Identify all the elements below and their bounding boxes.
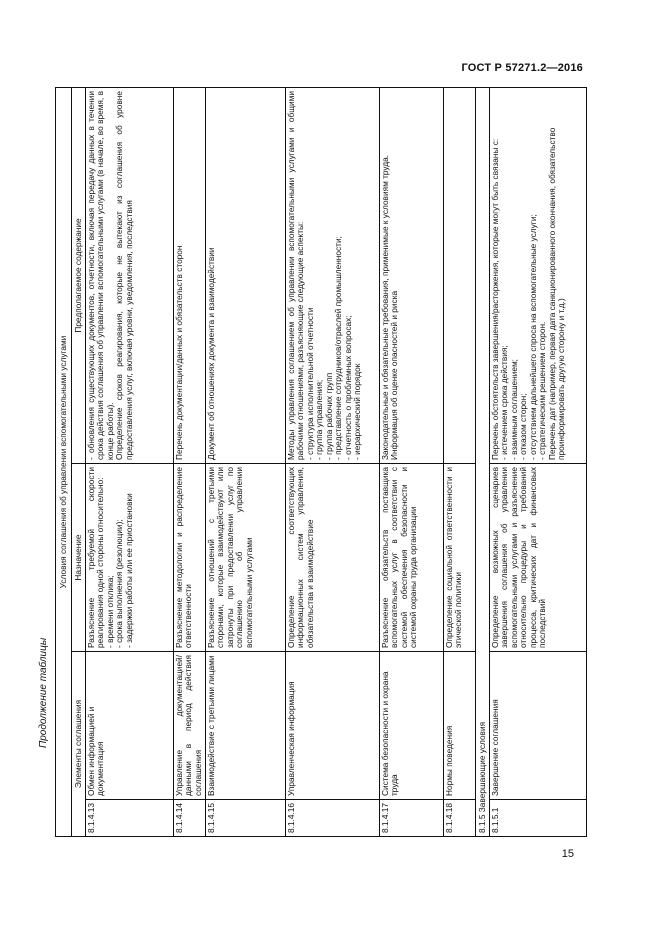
- row-code: 8.1.4.18: [444, 800, 476, 837]
- row-element: Обмен информацией и документация: [86, 652, 174, 800]
- table-group-header: Условия соглашения об управлении вспомогательными услугами: [56, 88, 72, 837]
- content-text: Методы управления соглашением об управлении вспомогательными услугами и общими рабочими отношениями, разъясняющие следующие аспекты:: [286, 91, 306, 460]
- row-element: Управленческая информация: [286, 652, 380, 800]
- purpose-text: Разъяснение требуемой скорости реагирования одной стороны относительно:: [86, 467, 106, 648]
- row-code: 8.1.4.17: [380, 800, 444, 837]
- content-list: [87, 91, 115, 460]
- row-element: Нормы поведения: [444, 652, 476, 800]
- list-item: - структура исполнительной отчетности: [306, 91, 315, 460]
- row-purpose: Разъяснение методологии и распределение ответственности: [174, 464, 206, 652]
- list-item: - истечением срока действия;: [500, 91, 509, 460]
- content-list: [306, 91, 363, 460]
- rotated-table-frame: [55, 88, 586, 837]
- content-list: [500, 91, 547, 460]
- row-content: [444, 88, 476, 464]
- section-row: [476, 88, 490, 837]
- row-purpose: Разъяснение отношений с третьими сторонами, которые взаимодействуют или затронуты при предоставлении услуг по соглашению об управлении вспомогательными услугами: [206, 464, 286, 652]
- column-header-content: Предполагаемое содержание: [72, 88, 86, 464]
- content-text-2: Информация об оценке опасностей и риска: [389, 290, 400, 460]
- row-code: 8.1.4.14: [174, 800, 206, 837]
- row-element: Завершение соглашения: [490, 652, 587, 800]
- list-item: - представление сотрудников/отраслей промышленности;: [334, 91, 343, 460]
- list-item: - отсутствием дальнейшего спроса на вспомогательные услуги;: [529, 91, 538, 460]
- row-content: [490, 88, 587, 464]
- table-row: [490, 88, 587, 837]
- standard-header: ГОСТ Р 57271.2—2016: [461, 62, 583, 74]
- list-item: - отказом сторон;: [519, 91, 528, 460]
- table-row: [444, 88, 476, 837]
- row-purpose: Разъяснение обязательств поставщика вспомогательных услуг в соответствии с системой обеспечения безопасности и системой охраны труда организации: [380, 464, 444, 652]
- table-row: [174, 88, 206, 837]
- row-purpose: [86, 464, 174, 652]
- column-header-purpose: Назначение: [72, 464, 86, 652]
- list-item: - отчетность о проблемных вопросах;: [344, 91, 353, 460]
- table-continuation-label: Продолжение таблицы: [38, 637, 49, 748]
- list-item: - задержки работы или ее приостановки: [125, 467, 134, 648]
- list-item: - стратегическим решением сторон.: [538, 91, 547, 460]
- section-title: 8.1.5 Завершающие условия: [476, 88, 490, 837]
- column-header-elements: Элементы соглашения: [72, 652, 86, 837]
- table-row: [380, 88, 444, 837]
- list-item: - срока выполнения (резолюции);: [115, 467, 124, 648]
- row-content: [86, 88, 174, 464]
- list-item: - взаимным соглашением;: [510, 91, 519, 460]
- row-content: Документ об отношениях документа и взаимодействии: [206, 88, 286, 464]
- list-item: - обновления существующих документов, отчетности, включая передачу данных в течении срока действия соглашения об управлении вспомогательными услугами (в начале, во время, в конце работы).: [87, 91, 115, 460]
- table-row: [206, 88, 286, 837]
- table-rotator: [55, 88, 586, 837]
- row-content: [286, 88, 380, 464]
- list-item: - времени отклика;: [106, 467, 115, 648]
- row-code: 8.1.5.1: [490, 800, 587, 837]
- row-code: 8.1.4.15: [206, 800, 286, 837]
- list-item: - группа рабочих групп: [325, 91, 334, 460]
- row-element: Управление документацией/данными в период действия соглашения: [174, 652, 206, 800]
- row-purpose: Определение социальной ответственности и этической политики: [444, 464, 476, 652]
- content-text: Определение сроков реагирования, которые не вытекают из соглашения об уровне предоставления услуг, включая уровни, уведомления, последствия: [114, 91, 134, 460]
- content-text: Перечень обстоятельств завершения/расторжения, которые могут быть связаны с:: [490, 138, 500, 460]
- row-purpose: Определение возможных сценариев завершения соглашения об управлении вспомогательными услугами и разъяснение относительно процедуры и требований процесса, критических дат и финансовых последствий: [490, 464, 587, 652]
- page-number: 15: [561, 848, 574, 860]
- purpose-list: [106, 467, 134, 648]
- row-purpose: Определение соответствующих информационных систем управления, обязательства и взаимодействие: [286, 464, 380, 652]
- row-code: 8.1.4.16: [286, 800, 380, 837]
- row-content: [380, 88, 444, 464]
- table-row: [86, 88, 174, 837]
- row-element: Система безопасности и охрана труда: [380, 652, 444, 800]
- agreement-terms-table: [55, 87, 587, 837]
- content-text: Законодательные и обязательные требования, применимые к условиям труда.: [380, 154, 390, 460]
- row-code: 8.1.4.13: [86, 800, 174, 837]
- list-item: - иерархический порядок: [353, 91, 362, 460]
- content-text-2: Перечень дат (например, первая дата санкционированного окончания, обязательство проинформировать другую сторону и т.д.): [546, 127, 567, 460]
- table-row: [286, 88, 380, 837]
- row-element: Взаимодействие с третьими лицами: [206, 652, 286, 800]
- list-item: - группа управления;: [315, 91, 324, 460]
- row-content: Перечень документации/данных и обязательств сторон: [174, 88, 206, 464]
